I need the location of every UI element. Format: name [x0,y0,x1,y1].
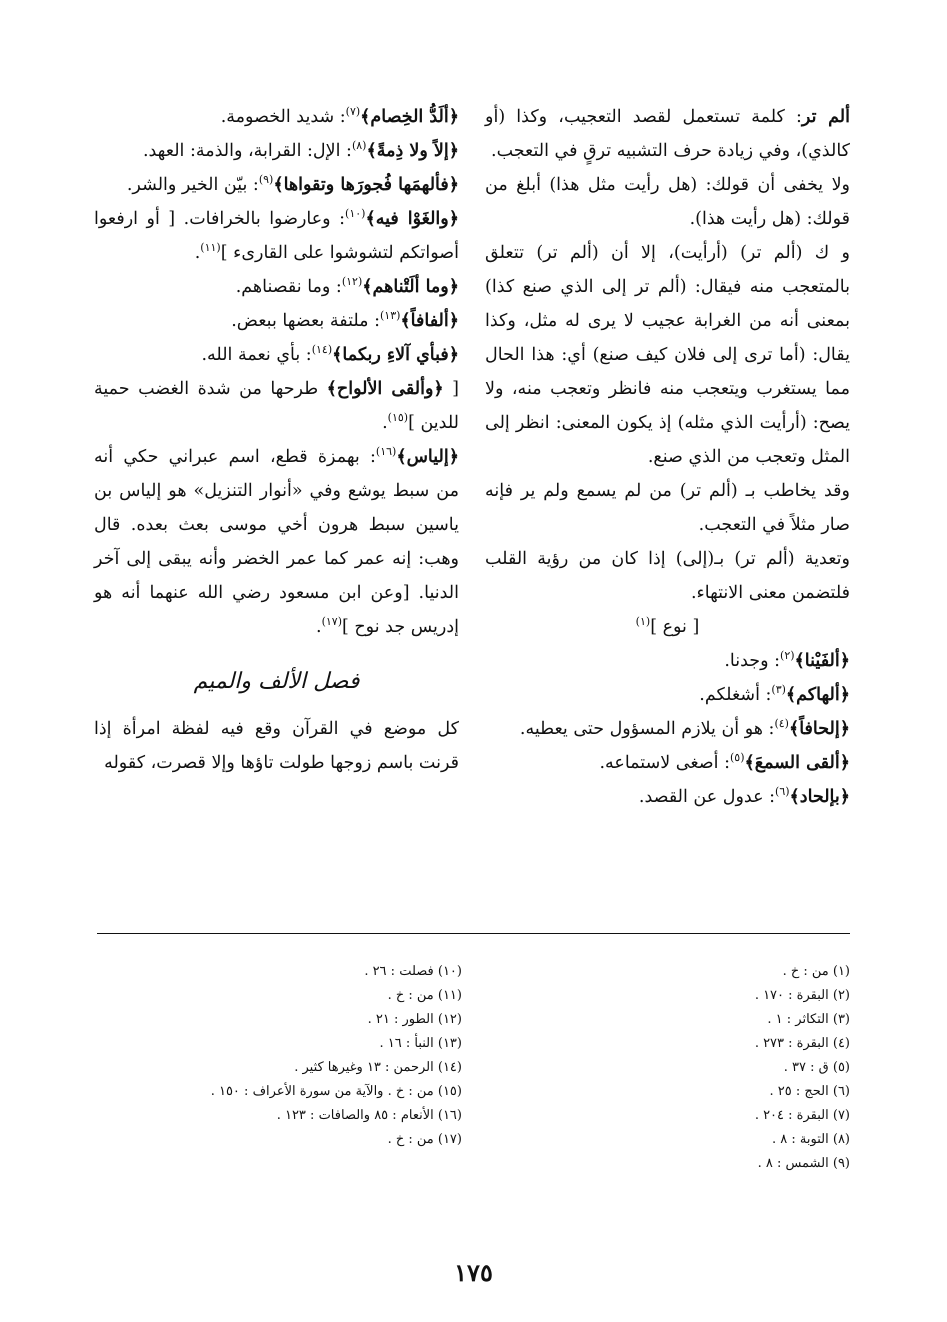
footnote: (٣) التكاثر : ١ . [767,1012,850,1027]
footnote-divider [97,933,850,934]
footnote: (٨) التوبة : ٨ . [772,1132,850,1147]
left-column [94,100,459,780]
footnote: (١٥) من : خ . والآية من سورة الأعراف : ١٥٠ . [210,1084,462,1099]
paragraph: وقد يخاطب بـ (ألم تر) من لم يسمع ولم ير فإنه صار مثلاً في التعجب. [485,481,850,535]
footnotes-right [490,960,850,1176]
paragraph: ولا يخفى أن قولك: (هل رأيت مثل هذا) أبلغ من قولك: (هل رأيت هذا). [485,175,850,229]
footnote: (٤) البقرة : ٢٧٣ . [754,1036,850,1051]
footnote: (٥) ق : ٣٧ . [783,1060,850,1075]
footnote: (٩) الشمس : ٨ . [757,1156,850,1171]
section-title: فصل الألف والميم [193,669,360,694]
footnote: (١٧) من : خ . [387,1132,462,1147]
footnote: (١٢) الطور : ٢١ . [367,1012,462,1027]
paragraph: وتعدية (ألم تر) بـ(إلى) إذا كان من رؤية القلب فلتضمن معنى الانتهاء. [485,549,850,603]
footnote: (١٠) فصلت : ٢٦ . [364,964,462,979]
footnote: (٧) البقرة : ٢٠٤ . [754,1108,850,1123]
glossary-entry: ﴿ألقى السمعَ﴾$^{(٥)}$: أصغى لاستماعه. [599,751,850,773]
footnote: (١٤) الرحمن : ١٣ وغيرها كثير . [294,1060,462,1075]
paragraph: ألم تر: كلمة تستعمل لقصد التعجيب، وكذا (أو كالذي)، وفي زيادة حرف التشبيه ترقٍ في التعجب. [485,107,850,161]
footnotes-left [82,960,462,1152]
glossary-entry: [ ﴿وألقى الألواح﴾ طرحها من شدة الغضب حمية للدين ]$^{(١٥)}$. [94,379,460,433]
footnote: (١٣) النبأ : ١٦ . [379,1036,462,1051]
glossary-entry: ﴿إلحافاً﴾$^{(٤)}$: هو أن يلازم المسؤول حتى يعطيه. [519,717,850,739]
glossary-entry: ﴿وما ألَتْناهم﴾$^{(١٢)}$: وما نقصناهم. [235,275,459,297]
glossary-entry: ﴿بإلحاد﴾$^{(٦)}$: عدول عن القصد. [638,785,850,807]
footnote: (٦) الحج : ٢٥ . [769,1084,850,1099]
glossary-entry: ﴿فألهمَها فُجورَها وتقواها﴾$^{(٩)}$: بيّن الخير والشر. [126,173,459,195]
section-paragraph: كل موضع في القرآن وقع فيه لفظة امرأة إذا قرنت باسم زوجها طولت تاؤها وإلا قصرت، كقوله [94,719,459,773]
footnote: (٢) البقرة : ١٧٠ . [754,988,850,1003]
subsection-heading: [ نوع ]$^{(١)}$ [635,615,700,637]
footnote: (١) من : خ . [782,964,850,979]
page-number: ١٧٥ [454,1258,493,1287]
right-column [485,100,850,814]
paragraph: و ك (ألم تر) (أرأيت)، إلا أن (ألم تر) تتعلق بالمتعجب منه فيقال: (ألم تر إلى الذي صنع كذا) بمعنى أنه من الغرابة عجيب لا يرى له مثل، وكذا يقال: (أما ترى إلى فلان كيف صنع) أي: هذا الحال مما يستغرب ويتعجب منه فانظر وتعجب منه، ولا يصح: (أرأيت الذي مثله) إذ يكون المعنى: انظر إلى المثل وتعجب من الذي صنع. [485,243,850,467]
glossary-entry: ﴿ألفَيْنا﴾$^{(٢)}$: وجدنا. [724,649,850,671]
glossary-entry: ﴿ألفافاً﴾$^{(١٣)}$: ملتفة بعضها ببعض. [231,309,459,331]
footnote: (١٦) الأنعام : ٨٥ والصافات : ١٢٣ . [276,1108,462,1123]
glossary-entry: ﴿إلياس﴾$^{(١٦)}$: بهمزة قطع، اسم عبراني حكي أنه من سبط يوشع وفي «أنوار التنزيل» هو إلياس بن ياسين سبط هرون أخي موسى بعث بعده. قال وهب: إنه عمر كما عمر الخضر وأنه يبقى إلى آخر الدنيا. [وعن ابن مسعود رضي الله عنهما أنه هو إدريس جد نوح ]$^{(١٧)}$. [94,445,459,637]
glossary-entry: ﴿فبأي آلاءِ ربكما﴾$^{(١٤)}$: بأي نعمة الله. [201,343,459,365]
glossary-entry: ﴿ألَدُّ الخِصام﴾$^{(٧)}$: شديد الخصومة. [220,105,459,127]
glossary-entry: ﴿ألهاكم﴾$^{(٣)}$: أشغلكم. [699,683,850,705]
footnote: (١١) من : خ . [387,988,462,1003]
glossary-entry: ﴿والغَوْا فيه﴾$^{(١٠)}$: وعارضوا بالخرافات. [ أو ارفعوا أصواتكم لتشوشوا على القارىء ]$^{(١١)}$. [94,207,459,263]
glossary-entry: ﴿إلاً ولا ذِمةً﴾$^{(٨)}$: الإل: القرابة، والذمة: العهد. [142,139,459,161]
